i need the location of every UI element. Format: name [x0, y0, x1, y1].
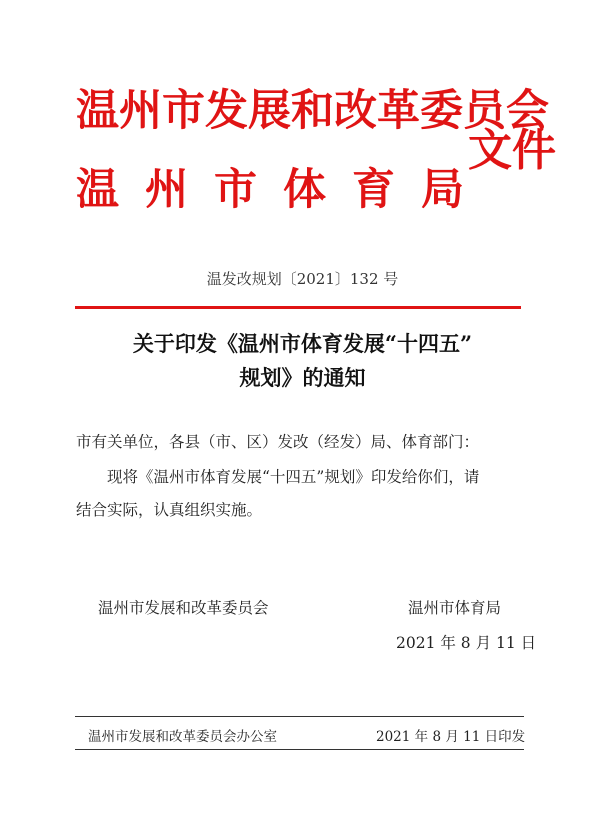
document-number: 温发改规划〔2021〕132 号: [206, 270, 399, 288]
document-title-line-2: 规划》的通知: [239, 365, 366, 390]
document-suffix: 文件: [468, 125, 556, 176]
issuer-line-2-char: 育: [352, 165, 395, 215]
footer-rule-top: [75, 716, 524, 717]
footer-print-date: 2021 年 8 月 11 日印发: [376, 729, 526, 745]
issuer-line-2-char: 体: [283, 165, 326, 215]
body-paragraph-line-2: 结合实际，认真组织实施。: [76, 501, 263, 519]
salutation: 市有关单位，各县（市、区）发改（经发）局、体育部门：: [76, 433, 480, 451]
issuer-line-2-char: 局: [421, 165, 464, 215]
signature-org-left: 温州市发展和改革委员会: [98, 599, 269, 617]
document-title-line-1: 关于印发《温州市体育发展“十四五”: [132, 331, 473, 356]
body-paragraph-line-1: 现将《温州市体育发展“十四五”规划》印发给你们，请: [107, 468, 480, 486]
signature-date: 2021 年 8 月 11 日: [396, 634, 537, 652]
issuer-line-2-char: 温: [76, 165, 119, 215]
red-divider: [75, 306, 521, 309]
footer-rule-bottom: [75, 749, 524, 750]
footer-office: 温州市发展和改革委员会办公室: [88, 729, 277, 745]
issuer-line-2-char: 州: [145, 165, 188, 215]
issuer-line-2: [76, 165, 464, 215]
issuer-line-1: 温州市发展和改革委员会: [76, 86, 549, 136]
signature-org-right: 温州市体育局: [408, 599, 502, 617]
issuer-line-2-char: 市: [214, 165, 257, 215]
